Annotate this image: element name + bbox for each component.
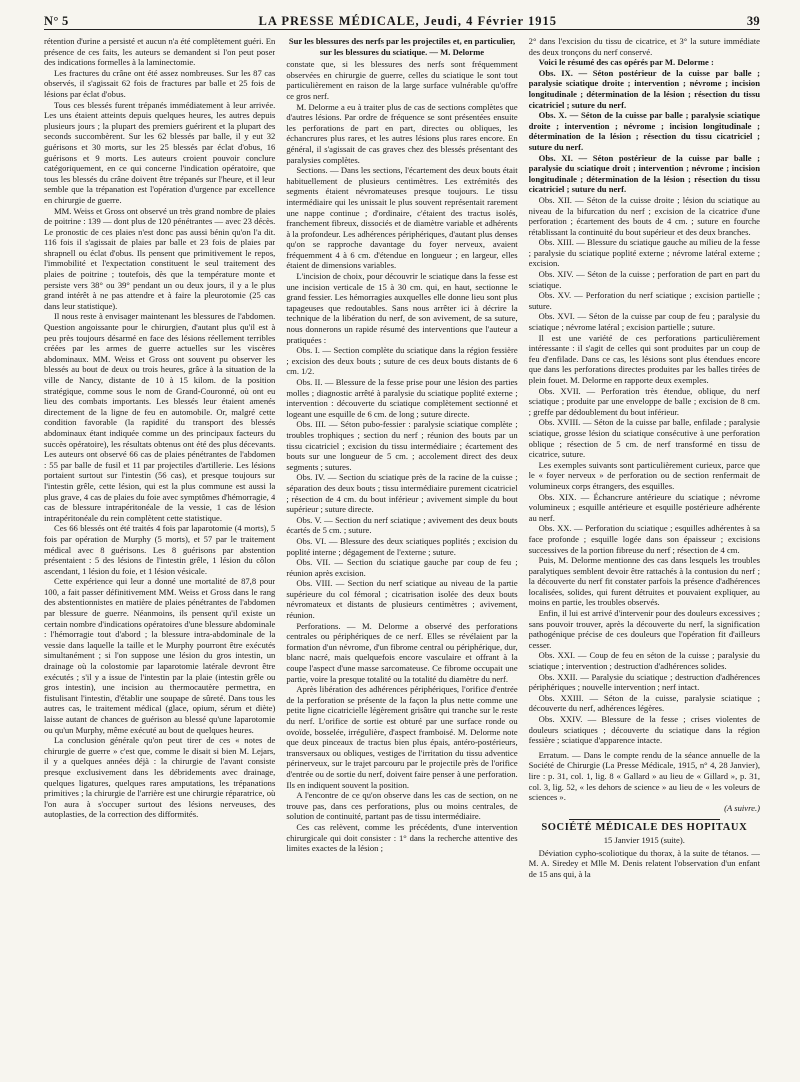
paragraph: Obs. VI. — Blessure des deux sciatiques poplités ; excision du poplité interne ; dégagement de l'externe ; suture. xyxy=(286,535,518,557)
paragraph: Il nous reste à envisager maintenant les blessures de l'abdomen. Question angoissante pour le chirurgien, d'autant plus qu'il est à peu près toujours désarmé en face des lésions réellement terribles créées par les armes de guerre actuelles sur les viscères abdominaux. MM. Weiss et Gross ont souvent pu observer les blessés au bout de deux ou trois heures, grâce à la situation de la ville de Nancy, distante de 10 à 15 kilom. de la position stratégique, comme sous le nom de Grand-Couronné, où ont eu lieu des combats importants. Les blessés leur étaient amenés directement de la ligne de feu en automobile. Or, malgré cette condition favorable (la rapidité du transport des blessés abdominaux étant indiquée comme un des principaux facteurs du succès opératoire), les résultats obtenus ont été des plus décevants. Les auteurs ont observé 66 cas de plaies pénétrantes de l'abdomen : 55 par balle de fusil et 11 par projectiles d'artillerie. Les lésions portaient surtout sur l'intestin (56 cas), et presque toujours sur l'intestin grêle, cette lésion, qui est la plus commune est aussi la plus grave, 4 cas de plaies du foie avec symptômes d'hémorragie, 4 cas de blessure intrapéritonéale de la vessie, 1 cas de lésion intrapéritonéale du rein complètent cette statistique. xyxy=(44,311,276,523)
paragraph: Obs. I. — Section complète du sciatique dans la région fessière ; excision des deux bouts ; suture de ces deux bouts distants de 6 cm. 1/2. xyxy=(286,345,518,377)
paragraph: Après libération des adhérences périphériques, l'orifice d'entrée de la perforation se présente de la façon la plus nette comme une petite ligne cicatricielle légèrement grisâtre qui tranche sur le reste du nerf. L'orifice de sortie est obturé par une surface ronde ou ovoïde, bosselée, irrégulière, d'aspect framboisé. M. Delorme note que deux pinceaux de tractus bien plus épais, antéro-postérieurs, transversaux ou obliques, vestiges de l'irritation du tissu adventice périnerveux, sur le trajet parcouru par le projectile près de l'orifice d'entrée ou de sortie du nerf, doivent faire penser à une perforation. Ils en indiquent souvent la position. xyxy=(286,684,518,790)
paragraph: 2° dans l'excision du tissu de cicatrice, et 3° la suture immédiate des deux tronçons du nerf conservé. xyxy=(528,36,760,57)
paragraph: Obs. X. — Séton de la cuisse par balle ; paralysie sciatique droite ; intervention ; névrome ; incision longitudinale ; détermination de la lésion ; résection du tissu cicatriciel ; suture du nerf. xyxy=(528,110,760,152)
article-intro: constate que, si les blessures des nerfs sont fréquemment observées en chirurgie de guerre, celles du sciatique le sont tout particulièrement en raison de la large surface vulnérable qu'offre ce gros nerf. xyxy=(286,59,518,101)
to-be-continued: (A suivre.) xyxy=(724,802,760,813)
paragraph: Ces cas relèvent, comme les précédents, d'une intervention chirurgicale qui doit consister : 1° dans la recherche attentive des limites exactes de la lésion ; xyxy=(286,821,518,854)
erratum-text: Erratum. — Dans le compte rendu de la séance annuelle de la Société de Chirurgie (La Presse Médicale, 1915, n° 4, 28 Janvier), lire : p. 31, col. 1, lig. 8 « Gallard » au lieu de « Gillard », p. 31, col. 3, lig. 52, « les dehors de science » au lieu de « les voleurs de sciences ». xyxy=(528,749,760,803)
paragraph: Obs. XIII. — Blessure du sciatique gauche au milieu de la fesse ; paralysie du sciatique poplité externe ; névrome latéral externe ; excision. xyxy=(528,237,760,269)
text-columns xyxy=(44,36,760,1072)
paragraph: Obs. XVI. — Séton de la cuisse par coup de feu ; paralysie du sciatique ; névrome latéral ; excision partielle ; suture. xyxy=(528,311,760,333)
journal-title: LA PRESSE MÉDICALE, Jeudi, 4 Février 1915 xyxy=(258,14,557,28)
paragraph: MM. Weiss et Gross ont observé un très grand nombre de plaies de poitrine : 139 — dont plus de 120 pénétrantes — avec 23 décès. Le pronostic de ces plaies n'est donc pas aussi bénin qu'on l'a dit. 116 fois il s'agissait de plaies par balle et 23 fois de plaies par shrapnell ou éclat d'obus. Ils pensent que primitivement le repos, l'immobilité et l'expectation constituent le seul traitement des plaies de poitrine ; toutefois, dès que la température monte et persiste vers 38° ou 39° pendant un ou deux jours, il y a le plus grand intérêt à ne pas attendre et à faire la pleurotomie (25 cas dans leur statistique). xyxy=(44,205,276,311)
paragraph: Les exemples suivants sont particulièrement curieux, parce que le « foyer nerveux » de perforation ou de section renfermait de volumineux corps étrangers, des esquilles. xyxy=(528,459,760,491)
paragraph: Obs. IV. — Section du sciatique près de la racine de la cuisse ; séparation des deux bouts ; tissu intermédiaire purement cicatriciel ; résection de 4 cm. du bout inférieur ; avivement simple du bout supérieur ; suture directe. xyxy=(286,472,518,515)
column-1 xyxy=(44,36,275,1072)
paragraph: Voici le résumé des cas opérés par M. Delorme : xyxy=(538,57,714,68)
column-2 xyxy=(286,36,517,1072)
paragraph: Obs. VII. — Section du sciatique gauche par coup de feu ; réunion après excision. xyxy=(286,557,518,578)
society-date: 15 Janvier 1915 (suite). xyxy=(603,834,685,845)
paragraph: Cette expérience qui leur a donné une mortalité de 87,8 pour 100, a fait passer définitivement MM. Weiss et Gross dans le rang des abstentionnistes en matière de plaies pénétrantes de l'abdomen par blessure de guerre. Néanmoins, ils pensent qu'il existe un certain nombre d'indications opératoires d'une blessure abdominale : l'hémorragie tout d'abord ; la blessure intra-abdominale de la vessie dans laquelle la taille et le Murphy pourront être exécutés simultanément ; si l'on suppose une lésion du gros intestin, un drainage où la colostomie par laparotomie latérale devront être exécutés ; s'il y a issue de l'intestin par la plaie (intestin grêle ou gros intestin), une incision au thermocautère permettra, en fistulisant l'intestin, d'établir une soupape de sûreté. Dans tous les autres cas, le traitement médical (glace, opium, sérum et diète) laisse autant de chances de guérison au blessé qu'une laparotomie ou qu'un Murphy, même exécuté au bout de quelques heures. xyxy=(44,576,276,735)
page-header xyxy=(44,0,760,30)
paragraph: A l'encontre de ce qu'on observe dans les cas de section, on ne trouve pas, dans ces perforations, plus ou moins centrales, de solution de continuité, partant pas de tissu intermédiaire. xyxy=(286,790,518,822)
paragraph: Puis, M. Delorme mentionne des cas dans lesquels les troubles paralytiques semblent devoir être rattachés à la contusion du nerf ; la découverte du nerf fit constater parfois la présence d'adhérences localisées, solides, qui furent détruites et pouvaient expliquer, au moins en partie, les troubles observés. xyxy=(528,555,760,608)
paragraph: L'incision de choix, pour découvrir le sciatique dans la fesse est une incision verticale de 15 à 30 cm. qui, en haut, sectionne le grand fessier. Les hémorragies auxquelles elle donne lieu sont plus tapageuses que redoutables. Sans nous arrêter ici à décrire la technique de la libération du nerf, de son avivement, de sa suture, nous donnerons un rapide résumé des interventions que l'auteur a pratiquées : xyxy=(286,271,518,345)
paragraph: rétention d'urine a persisté et aucun n'a été complètement guéri. En présence de ces faits, les auteurs se demandent si l'on peut poser des indications formelles à la laminectomie. xyxy=(44,36,276,68)
paragraph: Obs. V. — Section du nerf sciatique ; avivement des deux bouts écartés de 5 cm. ; suture. xyxy=(286,514,518,536)
page-number: 39 xyxy=(746,14,760,28)
society-title: SOCIÉTÉ MÉDICALE DES HOPITAUX xyxy=(541,822,748,834)
article-heading: Sur les blessures des nerfs par les projectiles et, en particulier, sur les blessures du sciatique. — M. Delorme xyxy=(288,36,516,57)
paragraph: Obs. XXI. — Coup de feu en séton de la cuisse ; paralysie du sciatique ; intervention ; destruction d'adhérences solides. xyxy=(528,650,760,672)
paragraph: Obs. III. — Séton pubo-fessier : paralysie sciatique complète ; troubles trophiques ; section du nerf ; réunion des bouts par un tissu cicatriciel ; excision du tissu intermédiaire ; écartement des bouts sur une longueur de 5 cm. ; accolement direct des deux segments ; sutures. xyxy=(286,419,518,472)
paragraph: Obs. XXIV. — Blessure de la fesse ; crises violentes de douleurs sciatiques ; découverte du sciatique dans la région fessière ; sciatique d'apparence intacte. xyxy=(528,714,760,746)
paragraph: Obs. XVIII. — Séton de la cuisse par balle, enfilade ; paralysie sciatique, grosse lésion du sciatique consécutive à une perforation oblique ; résection de 5 cm. de nerf transformé en tissu de cicatrice, suture. xyxy=(528,417,760,460)
paragraph: Perforations. — M. Delorme a observé des perforations centrales ou périphériques de ce nerf. Elles se révélaient par la formation d'un névrome, d'un fibrome central ou périphérique, dur, blanc nacré, mais quelquefois encore vasculaire et offrant à la coupe l'aspect d'une masse sarcomateuse. Ce fibrome occupait une partie, voire la presque totalité ou la totalité du diamètre du nerf. xyxy=(286,620,518,684)
paragraph: Obs. XV. — Perforation du nerf sciatique ; excision partielle ; suture. xyxy=(528,290,760,311)
paragraph: Obs. XI. — Séton postérieur de la cuisse par balle ; paralysie du sciatique droit ; intervention ; névrome ; incision longitudinale ; détermination de la lésion ; résection du tissu cicatriciel ; suture du nerf. xyxy=(528,152,760,195)
paragraph: Obs. XX. — Perforation du sciatique ; esquilles adhérentes à sa face profonde ; esquille logée dans son épaisseur ; excisions successives de la portion fibreuse du nerf ; résection de 4 cm. xyxy=(528,523,760,555)
paragraph: Obs. VIII. — Section du nerf sciatique au niveau de la partie supérieure du col fémoral ; cicatrisation isolée des deux bouts névromateux et distants de plusieurs centimètres ; avivement, réunion. xyxy=(286,578,518,621)
paragraph: Obs. XVII. — Perforation très étendue, oblique, du nerf sciatique ; produite par une enveloppe de balle ; excision de 8 cm. ; greffe par dédoublement du bout inférieur. xyxy=(528,385,760,417)
paragraph: La conclusion générale qu'on peut tirer de ces « notes de chirurgie de guerre » c'est que, comme le disait si bien M. Lejars, il y a quelques années déjà : la chirurgie de l'avant consiste presque exclusivement dans les débridements avec drainage, quelques ligatures, quelques rares amputations, les trépanations primitives ; la chirurgie de l'arrière est une chirurgie réparatrice, où l'on aura à s'occuper surtout des lésions nerveuses, des autoplasties, de la correction des difformités. xyxy=(44,735,276,820)
society-text: Déviation cypho-scoliotique du thorax, à la suite de tétanos. — M. A. Siredey et Mlle M. Denis relatent l'observation d'un enfant de 15 ans qui, à la xyxy=(528,847,760,879)
paragraph: Obs. IX. — Séton postérieur de la cuisse par balle ; paralysie sciatique droite ; intervention ; névrome ; incision longitudinale ; détermination de la lésion ; résection du tissu cicatriciel ; suture du nerf. xyxy=(528,67,760,110)
paragraph: Obs. II. — Blessure de la fesse prise pour une lésion des parties molles ; diagnostic arrêté à paralysie du sciatique poplité externe ; intervention : découverte du sciatique complètement sectionné et logeant une esquille de 6 cm. de long ; suture directe. xyxy=(286,377,518,419)
column-3 xyxy=(529,36,760,1072)
paragraph: Obs. XXIII. — Séton de la cuisse, paralysie sciatique ; découverte du nerf, adhérences légères. xyxy=(528,692,760,714)
paragraph: Tous ces blessés furent trépanés immédiatement à leur arrivée. Les uns étaient atteints depuis quelques heures, les autres depuis plusieurs jours ; la plupart des premiers guérirent et la plupart des seconds succombèrent. Sur les 62 blessés par balle, il y eut 32 guérisons et 30 morts, sur les 25 blessés par éclat d'obus, 16 guérisons et 9 morts. Les auteurs croient pouvoir conclure catégoriquement, en ce qui concerne l'indication opératoire, que tous les blessés du crâne doivent être trépanés sur l'heure, et il leur semble que la trépanation est l'opération d'urgence par excellence en chirurgie de guerre. xyxy=(44,99,276,205)
paragraph: Il est une variété de ces perforations particulièrement intéressante : il s'agit de celles qui sont produites par un coup de feu d'enfilade. Dans ce cas, les lésions sont plus étendues encore que dans les perforations directes produites par les balles tirées de plein fouet. M. Delorme en rapporte deux exemples. xyxy=(528,332,760,385)
paragraph: Obs. XIV. — Séton de la cuisse ; perforation de part en part du sciatique. xyxy=(528,269,760,290)
issue-number: N° 5 xyxy=(44,14,69,28)
paragraph: Les fractures du crâne ont été assez nombreuses. Sur les 87 cas observés, il s'agissait 62 fois de fractures par balle et 25 fois de lésions par éclat d'obus. xyxy=(44,67,276,99)
paragraph: Sections. — Dans les sections, l'écartement des deux bouts était habituellement de plusieurs centimètres. Les extrémités des segments étaient névromateuses presque toujours. Le tissu intermédiaire qui les unissait le plus souvent représentait rarement une nappe continue ; d'ordinaire, c'étaient des tractus isolés, franchement fibreux, dissociés et de diamètre variable et adhérents à la profondeur. Les adhérences périphériques, d'autant plus denses qu'on se rapproche davantage du foyer nerveux, avaient fréquemment 4 à 6 cm. d'étendue en longueur ; en largeur, elles étaient de dimensions variables. xyxy=(286,165,518,271)
paragraph: Obs. XII. — Séton de la cuisse droite ; lésion du sciatique au niveau de la bifurcation du nerf ; excision de la cicatrice d'une perforation ; écartement des bouts de 4 cm. ; suture en fourche rétablissant la continuité du bout supérieur et des deux branches. xyxy=(528,194,760,237)
paragraph: Obs. XXII. — Paralysie du sciatique ; destruction d'adhérences périphériques ; nouvelle intervention ; nerf intact. xyxy=(528,671,760,693)
paragraph: Obs. XIX. — Échancrure antérieure du sciatique ; névrome volumineux ; esquille antérieure et esquille postérieure adhérente au nerf. xyxy=(528,491,760,523)
paragraph: M. Delorme a eu à traiter plus de cas de sections complètes que d'autres lésions. Par ordre de fréquence se sont présentées ensuite les perforations de part en part, directes ou obliques, les échancrures plus rares, et les autres lésions plus rares encore. En général, il s'agissait de cas graves chez des blessés présentant des paralysies complètes. xyxy=(286,101,518,165)
paragraph: Enfin, il lui est arrivé d'intervenir pour des douleurs excessives ; sans pouvoir trouver, après la découverte du nerf, la signification pathogénique précise de ces douleurs que l'opération fit d'ailleurs cesser. xyxy=(528,608,760,650)
paragraph: Ces 66 blessés ont été traités 4 fois par laparotomie (4 morts), 5 fois par opération de Murphy (5 morts), et 57 par le traitement médical avec 8 guérisons. Les 8 guérisons par abstention présentaient : 5 des lésions de l'intestin grêle, 1 lésion du côlon ascendant, 1 lésion du foie, et 1 lésion vésicale. xyxy=(44,523,276,576)
section-divider xyxy=(569,819,720,820)
